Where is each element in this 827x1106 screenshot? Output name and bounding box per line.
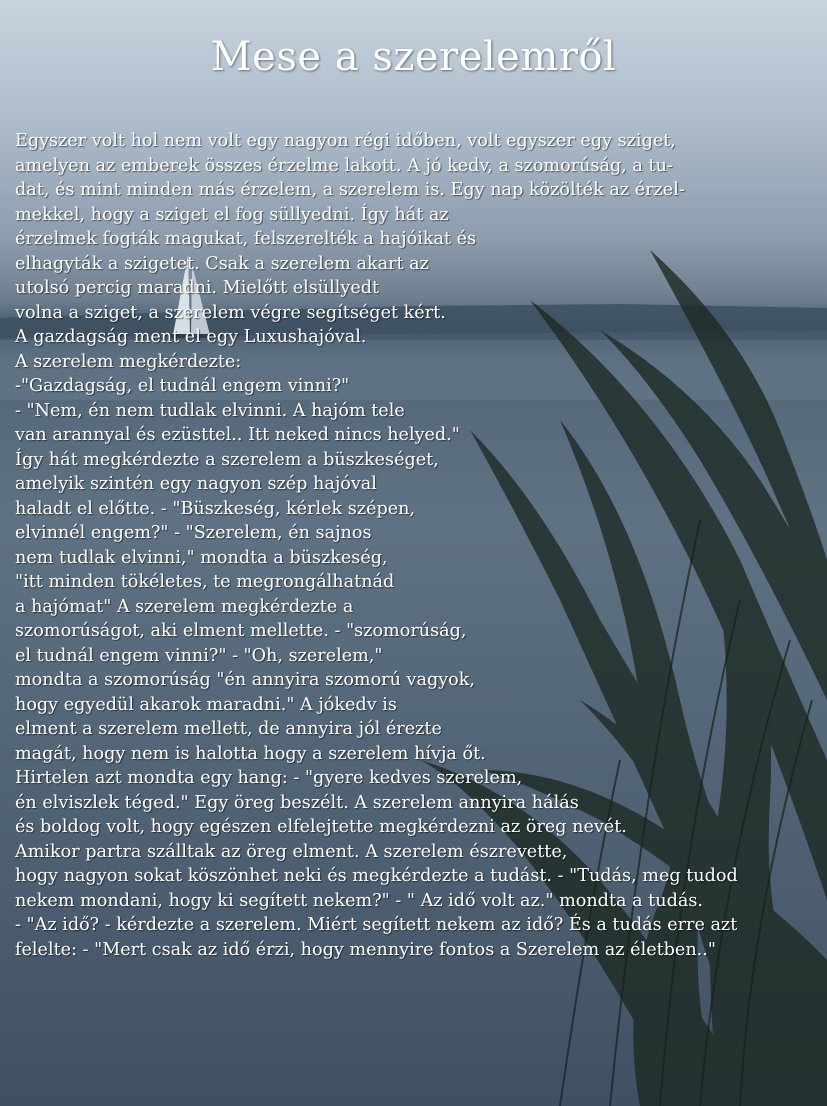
- story-line: dat, és mint minden más érzelem, a szerelem is. Egy nap közölték az érzel-: [15, 180, 685, 200]
- story-line: elment a szerelem mellett, de annyira jól érezte: [15, 719, 442, 739]
- story-line: utolsó percig maradni. Mielőtt elsüllyedt: [15, 278, 380, 298]
- story-line: hogy nagyon sokat köszönhet neki és megkérdezte a tudást. - "Tudás, meg tudod: [15, 866, 738, 886]
- story-line: mondta a szomorúság "én annyira szomorú vagyok,: [15, 670, 475, 690]
- story-line: A gazdagság ment el egy Luxushajóval.: [15, 327, 367, 347]
- story-line: A szerelem megkérdezte:: [15, 351, 242, 372]
- story-line: Hirtelen azt mondta egy hang: - "gyere kedves szerelem,: [15, 768, 523, 788]
- page-title: Mese a szerelemről: [210, 34, 617, 80]
- story-line: nekem mondani, hogy ki segített nekem?" - " Az idő volt az." mondta a tudás.: [15, 890, 703, 911]
- story-line: haladt el előtte. - "Büszkeség, kérlek szépen,: [15, 498, 416, 519]
- story-line: felelte: - "Mert csak az idő érzi, hogy mennyire fontos a Szerelem az életben..": [15, 939, 716, 960]
- story-line: Egyszer volt hol nem volt egy nagyon régi időben, volt egyszer egy sziget,: [15, 131, 676, 151]
- story-line: - "Nem, én nem tudlak elvinni. A hajóm tele: [15, 400, 405, 421]
- story-line: el tudnál engem vinni?" - "Oh, szerelem,": [15, 645, 383, 666]
- story-line: -"Gazdagság, el tudnál engem vinni?": [15, 376, 350, 396]
- story-line: - "Az idő? - kérdezte a szerelem. Miért segített nekem az idő? És a tudás erre azt: [15, 915, 738, 935]
- story-line: hogy egyedül akarok maradni." A jókedv is: [15, 694, 397, 715]
- story-line: elhagyták a szigetet. Csak a szerelem akart az: [15, 253, 429, 274]
- story-line: magát, hogy nem is halotta hogy a szerelem hívja őt.: [15, 743, 486, 764]
- story-line: Amikor partra szálltak az öreg elment. A szerelem észrevette,: [15, 841, 568, 862]
- story-line: elvinnél engem?" - "Szerelem, én sajnos: [15, 523, 372, 543]
- story-line: amelyen az emberek összes érzelme lakott. A jó kedv, a szomorúság, a tu-: [15, 155, 673, 176]
- story-line: én elviszlek téged." Egy öreg beszélt. A szerelem annyira hálás: [15, 792, 579, 813]
- story-line: szomorúságot, aki elment mellette. - "szomorúság,: [15, 621, 467, 641]
- story-line: amelyik szintén egy nagyon szép hajóval: [15, 474, 377, 494]
- story-line: érzelmek fogták magukat, felszerelték a hajóikat és: [15, 229, 477, 249]
- story-line: a hajómat" A szerelem megkérdezte a: [15, 596, 354, 617]
- story-line: nem tudlak elvinni," mondta a büszkeség,: [15, 547, 388, 568]
- story-line: volna a sziget, a szerelem végre segítséget kért.: [15, 302, 446, 323]
- story-line: Így hát megkérdezte a szerelem a büszkeséget,: [15, 449, 439, 470]
- story-line: "itt minden tökéletes, te megrongálhatnád: [15, 572, 395, 592]
- story-line: és boldog volt, hogy egészen elfelejtette megkérdezni az öreg nevét.: [15, 817, 627, 837]
- story-line: mekkel, hogy a sziget el fog süllyedni. Így hát az: [15, 204, 449, 225]
- story-text: [15, 129, 820, 962]
- story-line: van arannyal és ezüsttel.. Itt neked nincs helyed.": [15, 425, 460, 445]
